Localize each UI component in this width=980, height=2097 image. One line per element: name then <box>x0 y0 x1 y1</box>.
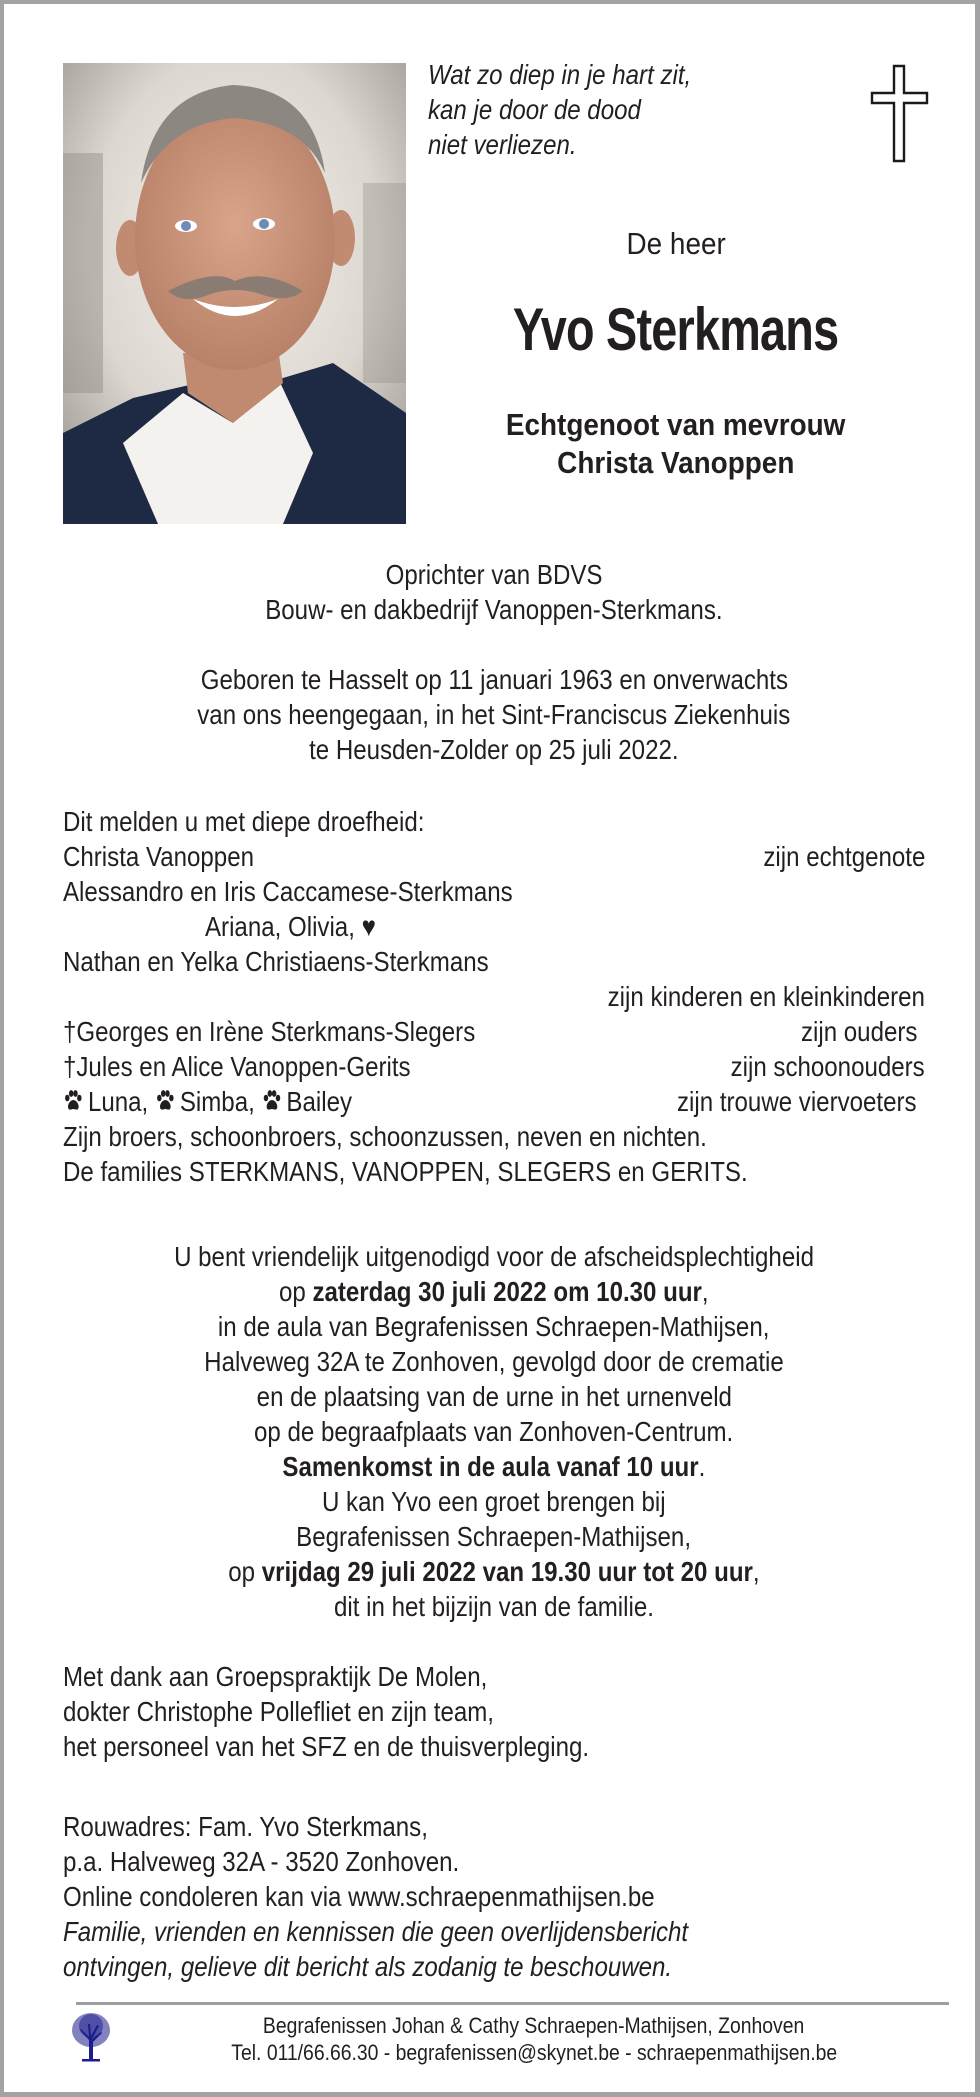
list-item: †Jules en Alice Vanoppen-Gerits zijn schoonouders <box>63 1051 925 1082</box>
poem-line: kan je door de dood <box>428 94 641 125</box>
paw-print-icon <box>63 1089 84 1113</box>
list-item: Nathan en Yelka Christiaens-Sterkmans <box>63 946 489 977</box>
email-link[interactable]: begrafenissen@skynet.be <box>395 2040 620 2065</box>
list-item: De families STERKMANS, VANOPPEN, SLEGERS en GERITS. <box>63 1156 748 1187</box>
portrait-photo <box>63 63 406 524</box>
spouse-info: Echtgenoot van mevrouw Christa Vanoppen <box>506 407 846 480</box>
founder-block: Oprichter van BDVS Bouw- en dakbedrijf Vanoppen-Sterkmans. <box>265 559 723 625</box>
mourners-intro: Dit melden u met diepe droefheid: <box>63 806 425 837</box>
list-item: Alessandro en Iris Caccamese-Sterkmans <box>63 876 513 907</box>
condolence-link[interactable]: www.schraepenmathijsen.be <box>348 1881 655 1912</box>
footer-divider <box>76 2002 949 2005</box>
ceremony-date: zaterdag 30 juli 2022 om 10.30 uur <box>312 1276 703 1307</box>
poem <box>428 58 734 163</box>
visitation-date: vrijdag 29 juli 2022 van 19.30 uur tot 20 uur <box>261 1556 753 1587</box>
list-item: †Georges en Irène Sterkmans-Slegers zijn ouders <box>63 1016 917 1047</box>
list-item-pets: Luna, Simba, Bailey zijn trouwe viervoeters <box>63 1084 925 1119</box>
list-item: Zijn broers, schoonbroers, schoonzussen, neven en nichten. <box>63 1121 707 1152</box>
ceremony-block: U bent vriendelijk uitgenodigd voor de afscheidsplechtigheid op zaterdag 30 juli 2022 om 10.30 uur, in de aula van Begrafenissen Schraepen-Mathijsen, Halveweg 32A te Zonhoven, gevolgd door de crematie en de plaatsing van de urne in het urnenveld op de begraafplaats van Zonhoven-Centrum. Samenkomst in de aula vanaf 10 uur. U kan Yvo een groet brengen bij Begrafenissen Schraepen-Mathijsen, op vrijdag 29 juli 2022 van 19.30 uur tot 20 uur, dit in het bijzijn van de familie. <box>174 1241 814 1622</box>
paw-print-icon <box>155 1089 176 1113</box>
paw-print-icon <box>261 1089 282 1113</box>
list-item: Ariana, Olivia, ♥ <box>205 911 376 942</box>
poem-line: niet verliezen. <box>428 129 577 160</box>
deceased-name: Yvo Sterkmans <box>513 296 839 363</box>
poem-line: Wat zo diep in je hart zit, <box>428 59 692 90</box>
mourners-list <box>63 804 925 1189</box>
tree-logo-icon <box>68 2012 114 2062</box>
gathering-time: Samenkomst in de aula vanaf 10 uur <box>282 1451 699 1482</box>
list-item: zijn kinderen en kleinkinderen <box>607 981 925 1012</box>
birth-death-block: Geboren te Hasselt op 11 januari 1963 en onverwachts van ons heengegaan, in het Sint-Franciscus Ziekenhuis te Heusden-Zolder op 25 juli 2022. <box>197 664 791 765</box>
portrait-icon <box>63 63 406 524</box>
thanks-block: Met dank aan Groepspraktijk De Molen, dokter Christophe Pollefliet en zijn team, het personeel van het SFZ en de thuisverpleging. <box>63 1661 590 1762</box>
cross-icon <box>870 64 930 164</box>
funeral-home-info: Begrafenissen Johan & Cathy Schraepen-Mathijsen, Zonhoven Tel. 011/66.66.30 - begrafenissen@skynet.be - schraepenmathijsen.be <box>231 2013 837 2065</box>
list-item: Christa Vanoppen zijn echtgenote <box>63 841 925 872</box>
address-block: Rouwadres: Fam. Yvo Sterkmans, p.a. Halveweg 32A - 3520 Zonhoven. Online condoleren kan via www.schraepenmathijsen.be Familie, vrienden en kennissen die geen overlijdensbericht ontvingen, gelieve dit bericht als zodanig te beschouwen. <box>63 1811 689 1982</box>
website-link[interactable]: schraepenmathijsen.be <box>636 2040 837 2065</box>
salutation: De heer <box>626 226 726 261</box>
